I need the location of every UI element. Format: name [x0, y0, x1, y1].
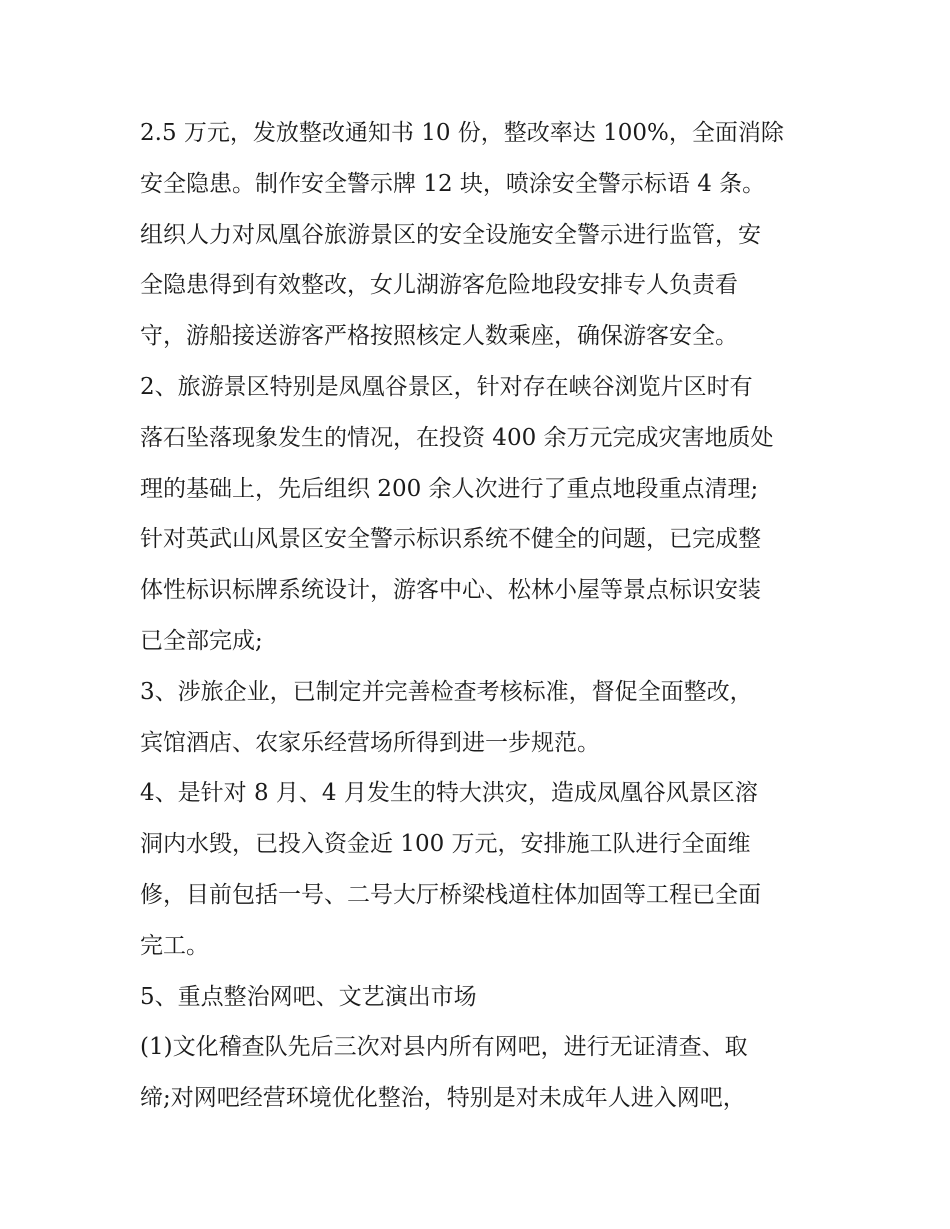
text-line: 缔;对网吧经营环境优化整治，特别是对未成年人进入网吧，	[140, 1085, 746, 1112]
text-line: 完工。	[140, 932, 209, 959]
text-line: 2.5 万元，发放整改通知书 10 份，整改率达 100%，全面消除	[140, 120, 784, 146]
text-line: 理的基础上，先后组织 200 余人次进行了重点地段重点清理;	[140, 475, 759, 502]
text-line: 落石坠落现象发生的情况，在投资 400 余万元完成灾害地质处	[140, 424, 774, 451]
text-line: 体性标识标牌系统设计，游客中心、松林小屋等景点标识安装	[140, 577, 761, 604]
text-line: 2、旅游景区特别是凤凰谷景区，针对存在峡谷浏览片区时有	[140, 373, 753, 400]
text-line: 安全隐患。制作安全警示牌 12 块，喷涂安全警示标语 4 条。	[140, 170, 766, 197]
text-line: 宾馆酒店、农家乐经营场所得到进一步规范。	[140, 729, 600, 756]
text-line: 4、是针对 8 月、4 月发生的特大洪灾，造成凤凰谷风景区溶	[140, 780, 758, 807]
text-line: 组织人力对凤凰谷旅游景区的安全设施安全警示进行监管，安	[140, 221, 761, 248]
text-line: 针对英武山风景区安全警示标识系统不健全的问题，已完成整	[140, 526, 761, 553]
document-body	[140, 108, 830, 1124]
text-line: 修，目前包括一号、二号大厅桥梁栈道柱体加固等工程已全面	[140, 881, 761, 908]
text-line: 全隐患得到有效整改，女儿湖游客危险地段安排专人负责看	[140, 272, 738, 299]
text-line: 3、涉旅企业，已制定并完善检查考核标准，督促全面整改，	[140, 678, 753, 705]
text-line: 已全部完成;	[140, 627, 263, 654]
text-line: 守，游船接送游客严格按照核定人数乘座，确保游客安全。	[140, 323, 738, 350]
text-line: 5、重点整治网吧、文艺演出市场	[140, 983, 477, 1010]
text-line: (1)文化稽查队先后三次对县内所有网吧，进行无证清查、取	[140, 1034, 748, 1061]
text-line: 洞内水毁，已投入资金近 100 万元，安排施工队进行全面维	[140, 831, 751, 858]
